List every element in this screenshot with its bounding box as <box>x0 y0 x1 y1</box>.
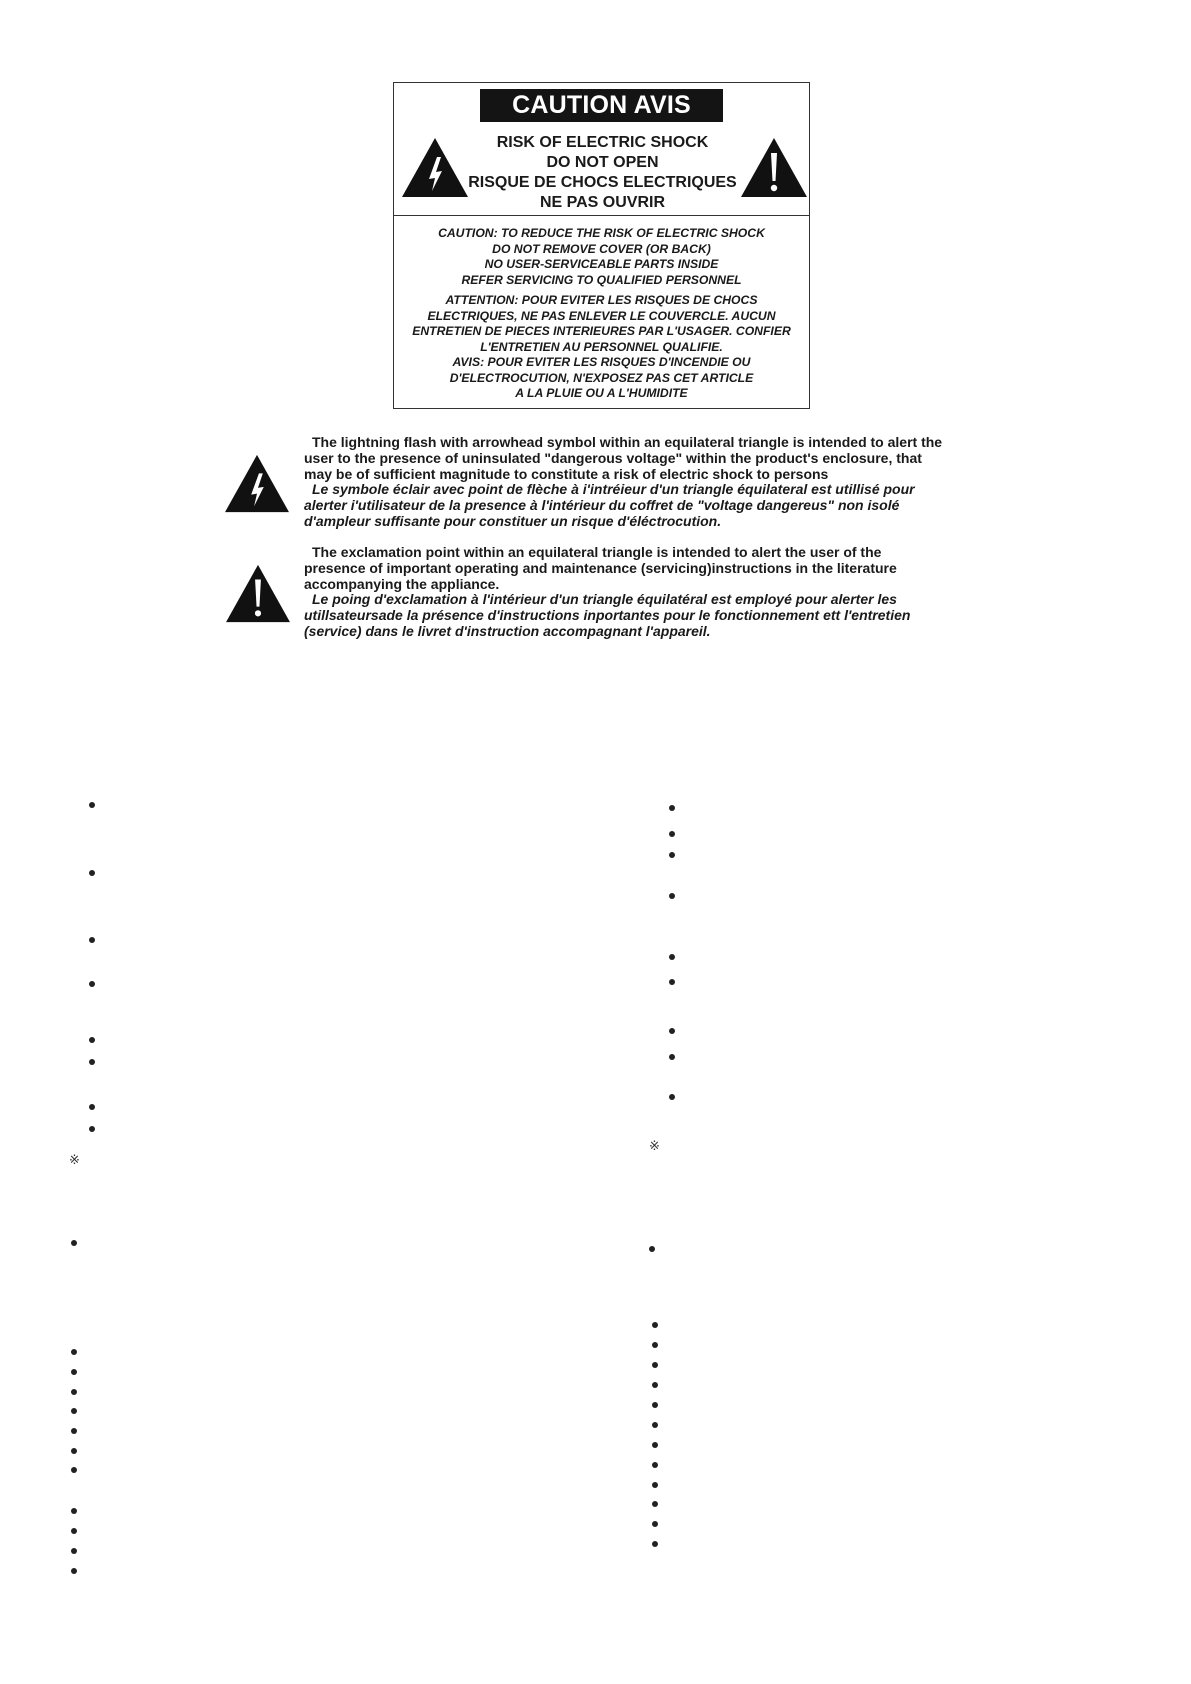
caution-label-box <box>393 82 810 409</box>
bullet-point <box>652 1501 658 1507</box>
bullet-point <box>652 1442 658 1448</box>
bullet-point <box>89 802 95 808</box>
shock-line: DO NOT OPEN <box>546 154 659 171</box>
bullet-point <box>669 893 675 899</box>
french-caution-line: A LA PLUIE OU A L'HUMIDITE <box>515 386 688 400</box>
shock-line: RISQUE DE CHOCS ELECTRIQUES <box>468 174 737 191</box>
caution-header: CAUTION AVIS <box>480 89 723 122</box>
bullet-point <box>89 1037 95 1043</box>
reference-mark: ※ <box>69 1152 80 1167</box>
bullet-point <box>652 1541 658 1547</box>
bullet-point <box>71 1548 77 1554</box>
exclamation-warning-icon <box>224 562 292 624</box>
english-caution-line: NO USER-SERVICEABLE PARTS INSIDE <box>484 257 719 271</box>
bullet-point <box>89 981 95 987</box>
french-caution-line: ATTENTION: POUR EVITER LES RISQUES DE CHOCS <box>445 293 758 307</box>
caution-fine-print <box>398 226 805 402</box>
bullet-point <box>669 1094 675 1100</box>
french-caution-line: D'ELECTROCUTION, N'EXPOSEZ PAS CET ARTICLE <box>449 370 754 385</box>
bullet-point <box>652 1482 658 1488</box>
english-caution-line: DO NOT REMOVE COVER (OR BACK) <box>492 241 711 256</box>
bullet-point <box>71 1448 77 1454</box>
bullet-point <box>89 1104 95 1110</box>
exclamation-fr-line: (service) dans le livret d'instruction accompagnant l'appareil. <box>304 622 711 639</box>
exclamation-en-line: presence of important operating and maintenance (servicing)instructions in the literature <box>304 559 897 576</box>
bullet-point <box>89 1059 95 1065</box>
bullet-point <box>71 1508 77 1514</box>
shock-line: NE PAS OUVRIR <box>539 194 666 211</box>
bullet-point <box>89 870 95 876</box>
reference-mark: ※ <box>649 1138 660 1153</box>
lightning-fr-line: d'ampleur suffisante pour constituer un risque d'éléctrocution. <box>304 512 722 529</box>
bullet-point <box>71 1389 77 1395</box>
shock-line: RISK OF ELECTRIC SHOCK <box>496 134 709 151</box>
bullet-point <box>652 1362 658 1368</box>
bullet-point <box>71 1369 77 1375</box>
bullet-point <box>669 979 675 985</box>
bullet-point <box>652 1422 658 1428</box>
bullet-point <box>71 1349 77 1355</box>
bullet-point <box>669 1028 675 1034</box>
bullet-point <box>652 1342 658 1348</box>
bullet-point <box>669 852 675 858</box>
french-caution-line: ELECTRIQUES, NE PAS ENLEVER LE COUVERCLE. AUCUN <box>427 308 776 323</box>
bullet-point <box>652 1382 658 1388</box>
bullet-point <box>652 1402 658 1408</box>
bullet-point <box>652 1462 658 1468</box>
bullet-point <box>71 1528 77 1534</box>
bullet-point <box>652 1322 658 1328</box>
bullet-point <box>669 831 675 837</box>
english-caution-line: REFER SERVICING TO QUALIFIED PERSONNEL <box>461 272 742 287</box>
english-caution-line: CAUTION: TO REDUCE THE RISK OF ELECTRIC SHOCK <box>438 226 765 240</box>
bullet-point <box>649 1246 655 1252</box>
lightning-symbol-explanation <box>304 435 984 530</box>
exclamation-en-line: The exclamation point within an equilateral triangle is intended to alert the user of the <box>312 544 882 560</box>
bullet-point <box>669 1054 675 1060</box>
lightning-fr-line: alerter i'utilisateur de la presence à l'intérieur du coffret de "voltage dangereus" non isolé <box>304 497 900 514</box>
lightning-warning-icon <box>223 452 291 514</box>
bullet-point <box>71 1428 77 1434</box>
lightning-en-line: may be of sufficient magnitude to constitute a risk of electric shock to persons <box>304 465 829 482</box>
lightning-fr-line: Le symbole éclair avec point de flèche à i'intréieur d'un triangle équilateral est utillisé pour <box>312 481 915 498</box>
caution-divider <box>394 215 809 216</box>
bullet-point <box>71 1467 77 1473</box>
french-caution-line: ENTRETIEN DE PIECES INTERIEURES PAR L'USAGER. CONFIER <box>412 324 791 338</box>
french-caution-line: AVIS: POUR EVITER LES RISQUES D'INCENDIE OU <box>452 355 751 369</box>
bullet-point <box>71 1568 77 1574</box>
exclamation-en-line: accompanying the appliance. <box>304 575 500 592</box>
bullet-point <box>652 1521 658 1527</box>
bullet-point <box>71 1408 77 1414</box>
bullet-point <box>669 805 675 811</box>
french-caution-line: L'ENTRETIEN AU PERSONNEL QUALIFIE. <box>480 339 723 354</box>
bullet-point <box>89 937 95 943</box>
exclamation-fr-line: Le poing d'exclamation à l'intérieur d'un triangle équilatéral est employé pour alerter les <box>312 591 897 608</box>
exclamation-fr-line: utillsateursade la présence d'instructions inportantes pour le fonctionnement ett l'entretien <box>304 607 911 624</box>
bullet-point <box>71 1240 77 1246</box>
lightning-en-line: user to the presence of uninsulated "dangerous voltage" within the product's enclosure, that <box>304 449 922 466</box>
exclamation-symbol-explanation <box>304 545 984 640</box>
bullet-point <box>669 954 675 960</box>
shock-warning-text <box>454 133 751 213</box>
lightning-en-line: The lightning flash with arrowhead symbol within an equilateral triangle is intended to alert the <box>312 434 943 450</box>
bullet-point <box>89 1126 95 1132</box>
